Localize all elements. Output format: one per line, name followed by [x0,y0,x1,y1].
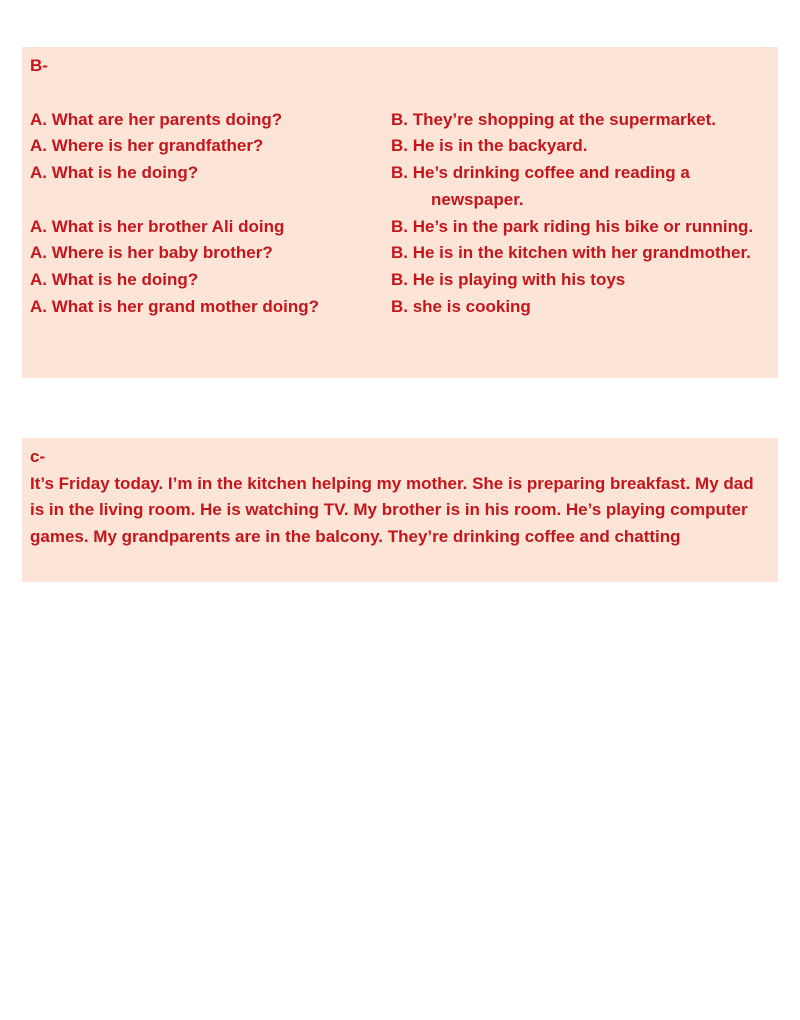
answer-text: B. He’s in the park riding his bike or running. [391,216,754,236]
question-text: A. What is her grand mother doing? [30,296,319,316]
qa-row [30,294,770,321]
answer-text: B. He is in the backyard. [391,136,588,156]
qa-row [30,267,770,294]
qa-row [30,240,770,267]
qa-row [30,160,770,213]
answer-text: B. He’s drinking coffee and reading a newspaper. [391,163,690,209]
question-text: A. Where is her baby brother? [30,243,273,263]
answer-text: B. He is in the kitchen with her grandmother. [391,243,751,263]
question-text: A. Where is her grandfather? [30,136,264,156]
question-text: A. What is he doing? [30,269,199,289]
answer-text: B. They’re shopping at the supermarket. [391,109,716,129]
blank-line [30,80,770,107]
question-text: A. What is he doing? [30,163,199,183]
answer-text: B. He is playing with his toys [391,269,626,289]
question-text: A. What is her brother Ali doing [30,216,285,236]
question-text: A. What are her parents doing? [30,109,283,129]
answer-text: B. she is cooking [391,296,531,316]
section-c-panel [22,438,778,582]
section-c-heading: c- [30,447,46,466]
qa-row [30,107,770,134]
qa-row [30,214,770,241]
qa-row [30,133,770,160]
section-b-heading: B- [30,56,48,75]
section-b-panel [22,47,778,378]
section-c-paragraph: It’s Friday today. I’m in the kitchen helping my mother. She is preparing breakfast. My dad is in the living room. He is watching TV. My brother is in his room. He’s playing computer games. My grandparents are in the balcony. They’re drinking coffee and chatting [30,473,754,547]
